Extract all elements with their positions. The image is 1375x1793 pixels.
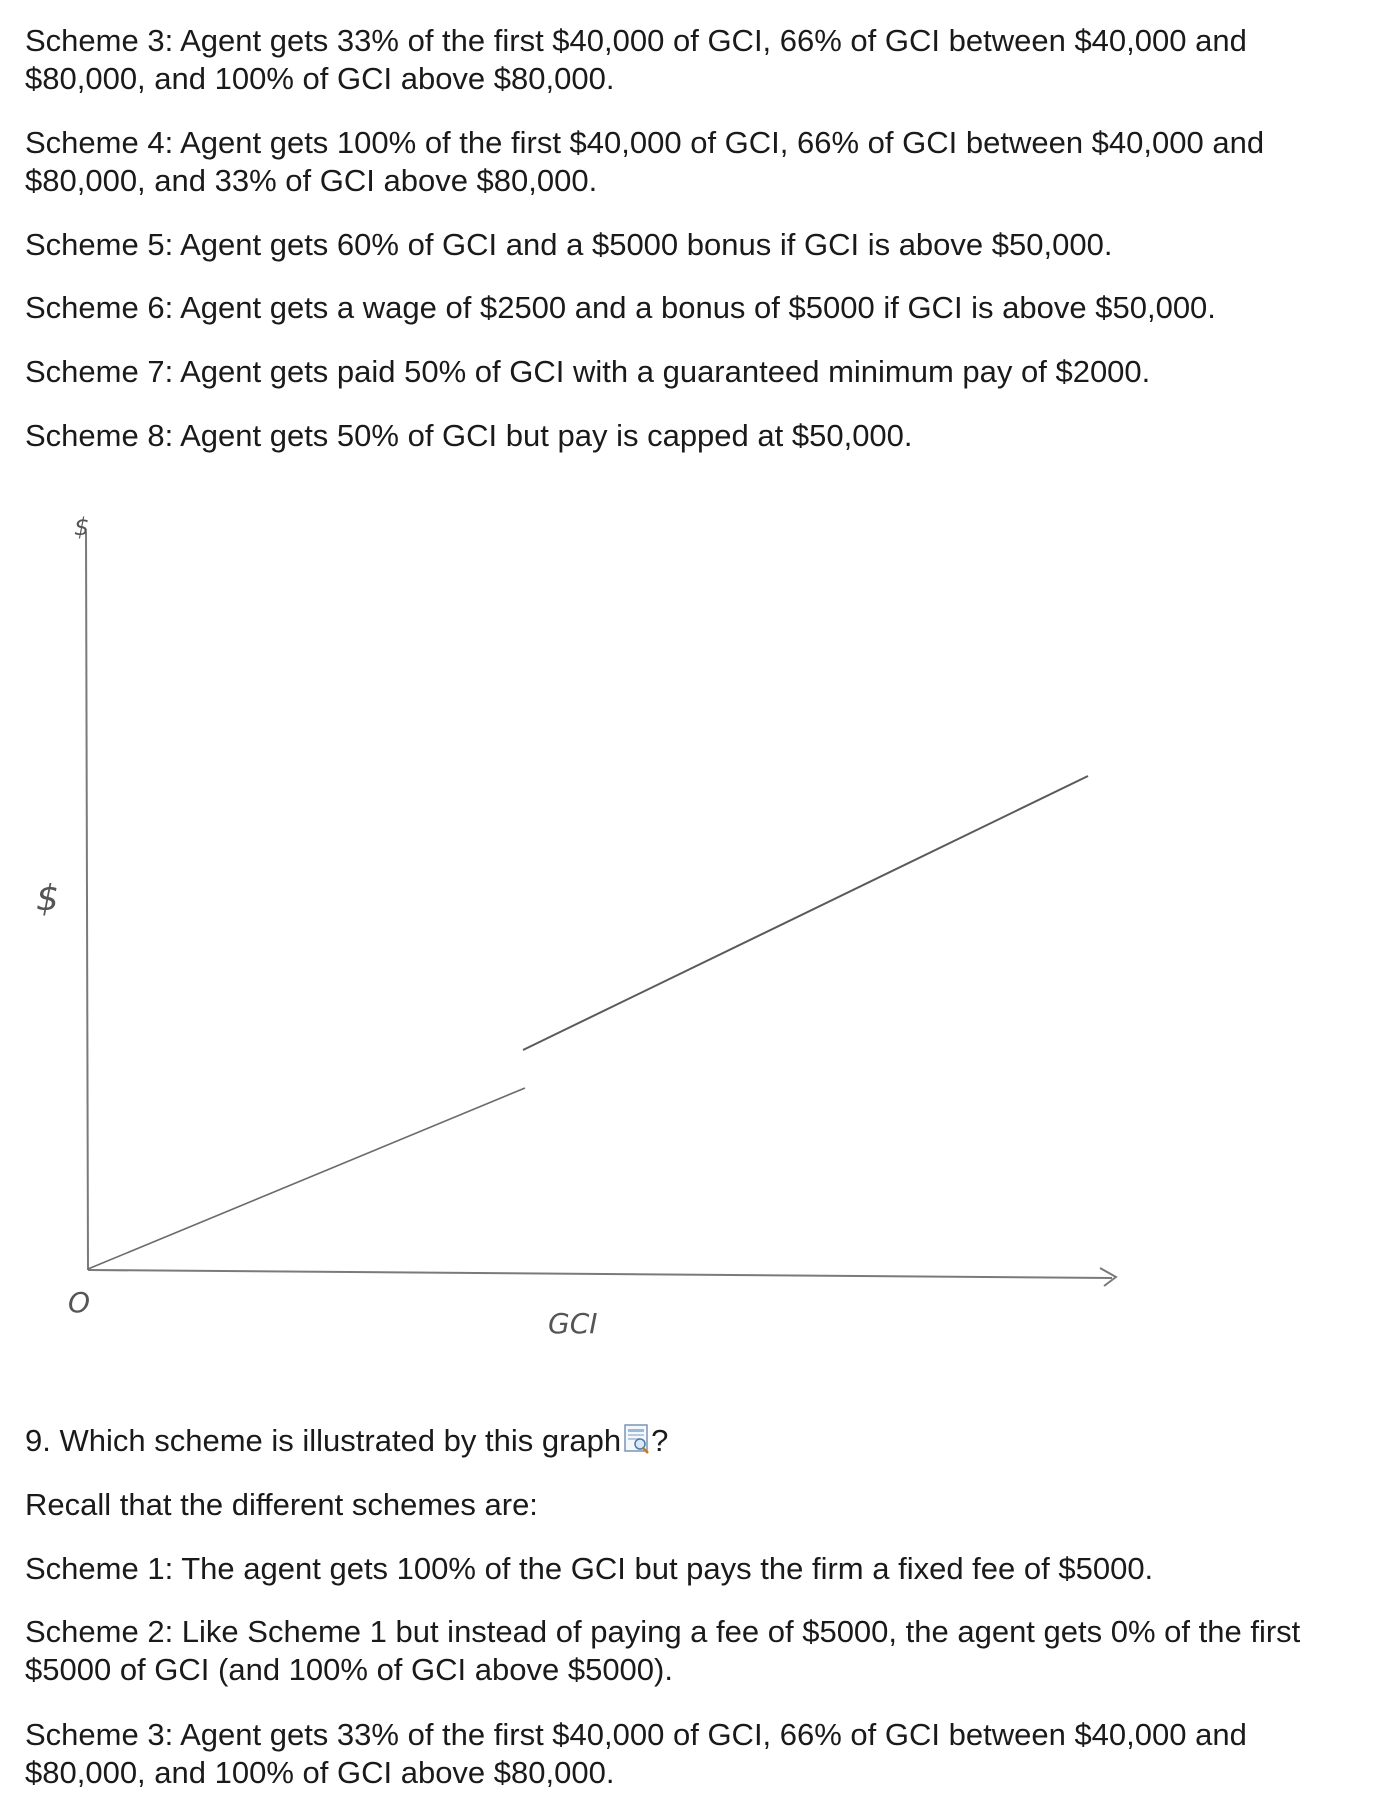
question-suffix: ? [651,1423,669,1458]
graph-segment-1 [88,1088,525,1269]
graph-svg [0,480,1375,1340]
document-image-icon [623,1424,651,1454]
scheme-8-text: Scheme 8: Agent gets 50% of GCI but pay is capped at $50,000. [25,418,913,453]
graph-link-text: graph [541,1423,622,1458]
y-axis [86,532,88,1270]
x-axis-label: GCI [548,1307,598,1340]
question-9 [25,1422,1345,1460]
graph-segment-2 [523,776,1088,1050]
scheme-5-text: Scheme 5: Agent gets 60% of GCI and a $5000 bonus if GCI is above $50,000. [25,227,1113,262]
y-axis-label: $ [36,878,59,919]
question-prefix: 9. Which scheme is illustrated by this [25,1423,542,1458]
graph-link[interactable] [542,1423,651,1458]
y-axis-top-mark: $ [74,513,90,541]
recall-text: Recall that the different schemes are: [25,1487,538,1522]
x-axis [88,1270,1112,1278]
scheme-3-text: Scheme 3: Agent gets 33% of the first $40,000 of GCI, 66% of GCI between $40,000 and $80,000, and 100% of GCI above $80,000. [25,23,1247,96]
bottom-scheme-3-text: Scheme 3: Agent gets 33% of the first $40,000 of GCI, 66% of GCI between $40,000 and $80,000, and 100% of GCI above $80,000. [25,1717,1247,1790]
origin-label: O [68,1286,91,1319]
scheme-6-text: Scheme 6: Agent gets a wage of $2500 and a bonus of $5000 if GCI is above $50,000. [25,290,1216,325]
bottom-scheme-1-text: Scheme 1: The agent gets 100% of the GCI but pays the firm a fixed fee of $5000. [25,1551,1154,1586]
scheme-7-text: Scheme 7: Agent gets paid 50% of GCI with a guaranteed minimum pay of $2000. [25,354,1151,389]
scheme-4-text: Scheme 4: Agent gets 100% of the first $40,000 of GCI, 66% of GCI between $40,000 and $80,000, and 33% of GCI above $80,000. [25,125,1265,198]
pay-scheme-graph [0,480,1375,1340]
bottom-scheme-2-text: Scheme 2: Like Scheme 1 but instead of paying a fee of $5000, the agent gets 0% of the first $5000 of GCI (and 100% of GCI above $5000). [25,1614,1301,1687]
